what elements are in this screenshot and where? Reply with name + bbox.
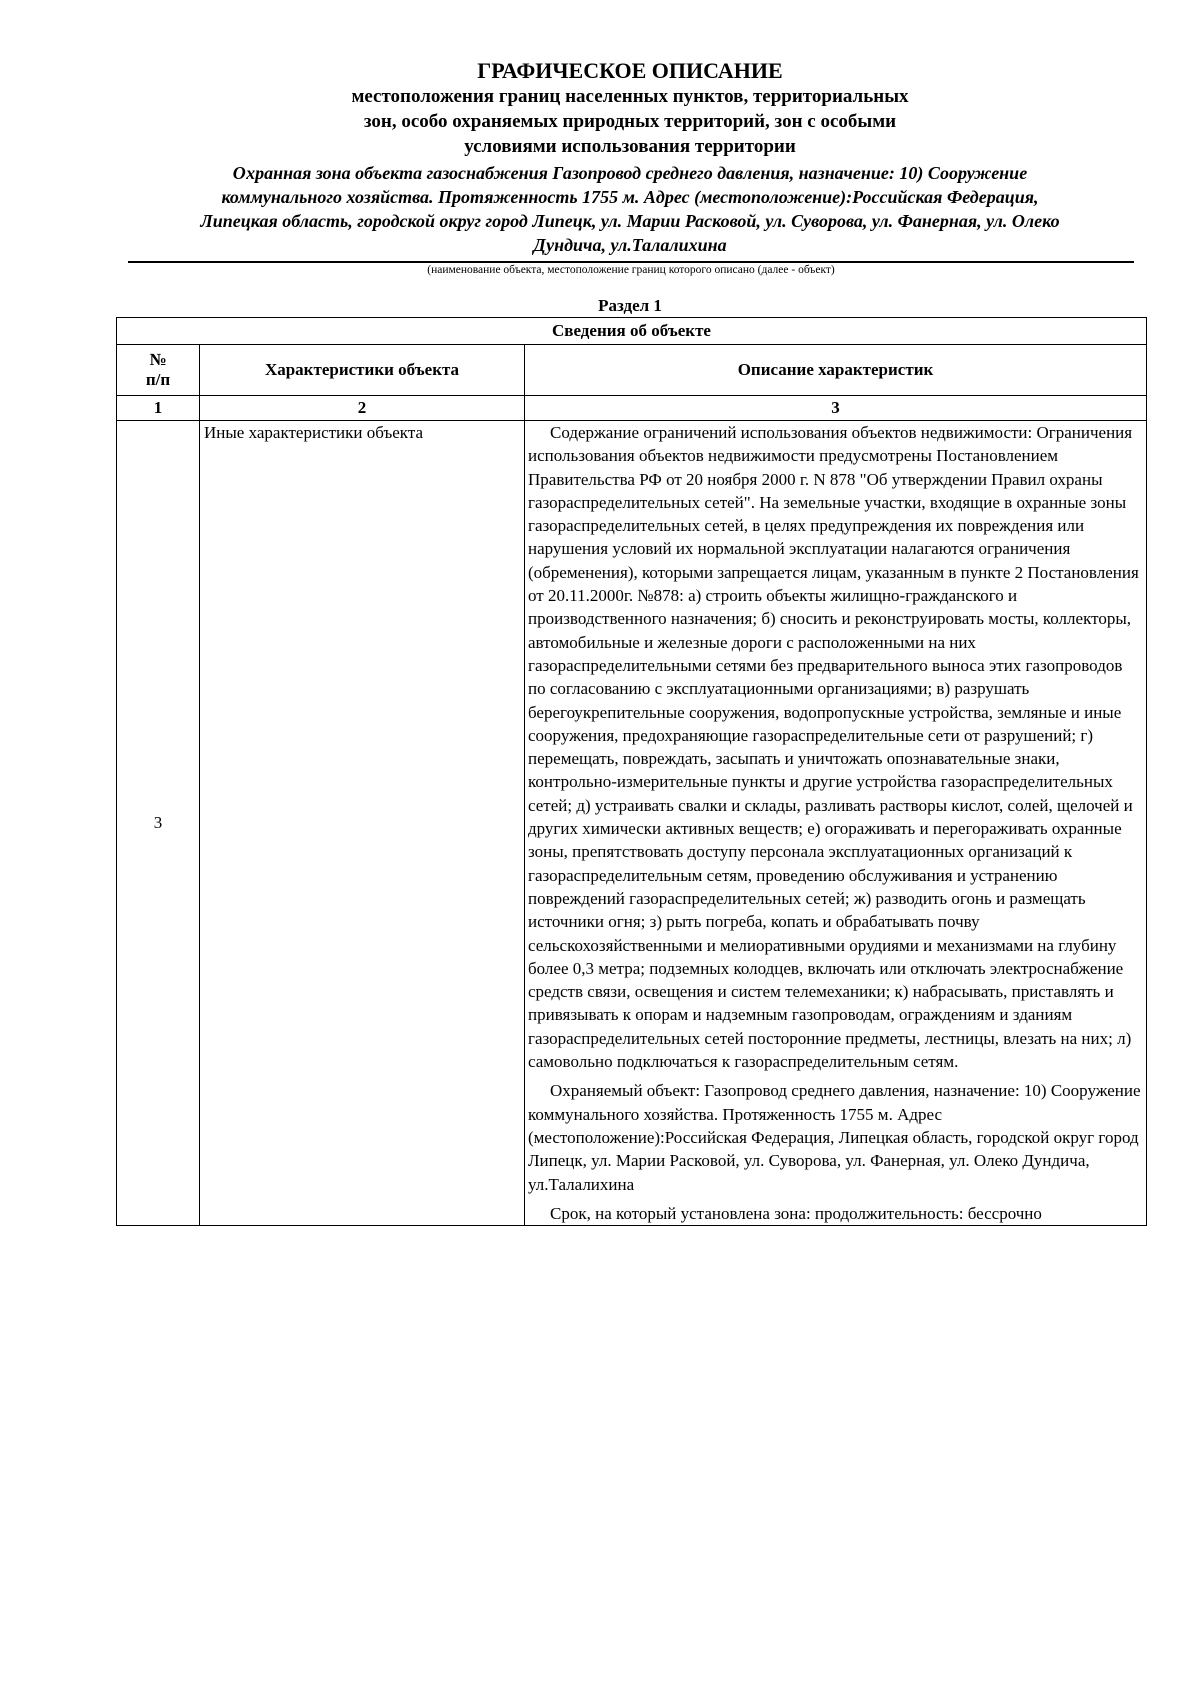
object-name (115, 161, 1145, 257)
column-number-1: 1 (117, 396, 200, 421)
object-name-line-3: Липецкая область, городской округ город Липецк, ул. Марии Расковой, ул. Суворова, ул. Фанерная, ул. Олеко (200, 211, 1060, 231)
column-header-number-line-2: п/п (145, 370, 171, 389)
object-name-line-2: коммунального хозяйства. Протяженность 1755 м. Адрес (местоположение):Российская Федерация, (221, 187, 1039, 207)
row-characteristic: Иные характеристики объекта (200, 421, 525, 1226)
description-paragraph-term: Срок, на который установлена зона: продолжительность: бессрочно (550, 1203, 1042, 1223)
column-header-number-line-1: № (149, 350, 167, 369)
column-header-number (117, 345, 200, 396)
column-header-characteristics: Характеристики объекта (200, 345, 525, 396)
table-row (117, 421, 1147, 1226)
document-subtitle-line-3: условиями использования территории (464, 136, 796, 157)
title-block (115, 58, 1145, 257)
row-description (525, 421, 1147, 1226)
column-number-3: 3 (525, 396, 1147, 421)
underline-caption: (наименование объекта, местоположение границ которого описано (далее - объект) (427, 264, 835, 276)
table-title: Сведения об объекте (117, 318, 1147, 345)
column-number-2: 2 (200, 396, 525, 421)
row-number: 3 (117, 421, 200, 1226)
object-name-line-4: Дундича, ул.Талалихина (533, 235, 727, 255)
object-name-line-1: Охранная зона объекта газоснабжения Газопровод среднего давления, назначение: 10) Сооружение (232, 163, 1028, 183)
object-info-table (116, 317, 1147, 1226)
column-header-description: Описание характеристик (525, 345, 1147, 396)
document-title: ГРАФИЧЕСКОЕ ОПИСАНИЕ (477, 58, 783, 83)
document-subtitle-line-1: местоположения границ населенных пунктов, территориальных (351, 86, 909, 107)
section-label: Раздел 1 (598, 296, 662, 315)
description-paragraph-restrictions: Содержание ограничений использования объектов недвижимости: Ограничения использования объектов недвижимости предусмотрены Постановлением Правительства РФ от 20 ноября 2000 г. N 878 "Об утверждении Правил охраны газораспределительных сетей". На земельные участки, входящие в охранные зоны газораспределительных сетей, в целях предупреждения их повреждения или нарушения условий их нормальной эксплуатации налагаются ограничения (обременения), которыми запрещается лицам, указанным в пункте 2 Постановления от 20.11.2000г. №878: а) строить объекты жилищно-гражданского и производственного назначения; б) сносить и реконструировать мосты, коллекторы, автомобильные и железные дороги с расположенными на них газораспределительными сетями без предварительного выноса этих газопроводов по согласованию с эксплуатационными организациями; в) разрушать берегоукрепительные сооружения, водопропускные устройства, земляные и иные сооружения, предохраняющие газораспределительные сети от разрушений; г) перемещать, повреждать, засыпать и уничтожать опознавательные знаки, контрольно-измерительные пункты и другие устройства газораспределительных сетей; д) устраивать свалки и склады, разливать растворы кислот, солей, щелочей и других химически активных веществ; е) огораживать и перегораживать охранные зоны, препятствовать доступу персонала эксплуатационных организаций к газораспределительным сетям, проведению обслуживания и устранению повреждений газораспределительных сетей; ж) разводить огонь и размещать источники огня; з) рыть погреба, копать и обрабатывать почву сельскохозяйственными и мелиоративными орудиями и механизмами на глубину более 0,3 метра; подземных колодцев, включать или отключать электроснабжение средств связи, освещения и систем телемеханики; к) набрасывать, приставлять и привязывать к опорам и надземным газопроводам, ограждениям и зданиям газораспределительных сетей посторонние предметы, лестницы, влезать на них; л) самовольно подключаться к газораспределительным сетям. (528, 423, 1139, 1072)
document-subtitle-line-2: зон, особо охраняемых природных территорий, зон с особыми (363, 111, 897, 132)
description-paragraph-protected-object: Охраняемый объект: Газопровод среднего давления, назначение: 10) Сооружение коммунального хозяйства. Протяженность 1755 м. Адрес (местоположение):Российская Федерация, Липецкая область, городской округ город Липецк, ул. Марии Расковой, ул. Суворова, ул. Фанерная, ул. Олеко Дундича, ул.Талалихина (528, 1081, 1141, 1194)
